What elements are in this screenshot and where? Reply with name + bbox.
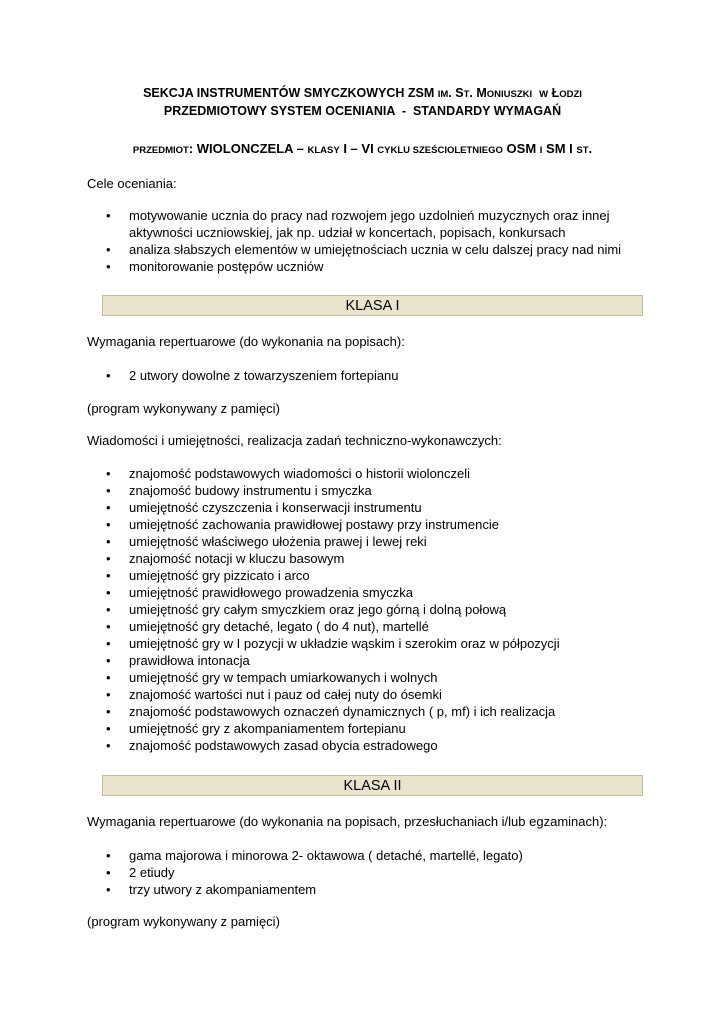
header-text: ONIUSZKI <box>486 89 533 100</box>
header-text: OSM <box>502 141 540 156</box>
header-text: SM I <box>542 141 577 156</box>
header-line-3 <box>0 141 725 156</box>
list-item: • umiejętność gry całym smyczkiem oraz jego górną i dolną połową <box>102 601 662 618</box>
header-text: PRZEDMIOT <box>132 145 189 156</box>
list-item: • znajomość wartości nut i pauz od całej nuty do ósemki <box>102 686 662 703</box>
cele-title: Cele oceniania: <box>87 176 177 191</box>
list-item: • umiejętność prawidłowego prowadzenia smyczka <box>102 584 662 601</box>
header-text: ST <box>576 145 589 156</box>
list-item: • umiejętność gry detaché, legato ( do 4 nut), martellé <box>102 618 662 635</box>
header-line-1 <box>0 86 725 100</box>
list-item: • znajomość notacji w kluczu basowym <box>102 550 662 567</box>
list-item: • umiejętność gry pizzicato i arco <box>102 567 662 584</box>
klasa-1-rep-label: Wymagania repertuarowe (do wykonania na popisach): <box>87 334 405 349</box>
list-item: • umiejętność czyszczenia i konserwacji instrumentu <box>102 499 662 516</box>
klasa-1-program-note: (program wykonywany z pamięci) <box>87 401 280 416</box>
header-text: W <box>539 89 549 100</box>
list-item: • umiejętność gry w tempach umiarkowanych i wolnych <box>102 669 662 686</box>
header-line-2: PRZEDMIOTOWY SYSTEM OCENIANIA - STANDARDY WYMAGAŃ <box>163 104 562 118</box>
klasa-2-rep-list <box>102 847 662 898</box>
klasa-1-skills-list <box>102 465 662 754</box>
klasa-1-skills-label: Wiadomości i umiejętności, realizacja zadań techniczno-wykonawczych: <box>87 433 502 448</box>
header-text: . S <box>448 86 464 100</box>
header-text: KLASY <box>307 145 340 156</box>
klasa-1-heading: KLASA I <box>102 295 643 316</box>
list-item: • 2 etiudy <box>102 864 662 881</box>
list-item: • umiejętność właściwego ułożenia prawej i lewej reki <box>102 533 662 550</box>
list-item: • prawidłowa intonacja <box>102 652 662 669</box>
list-item: • znajomość budowy instrumentu i smyczka <box>102 482 662 499</box>
klasa-2-program-note: (program wykonywany z pamięci) <box>87 914 280 929</box>
header-text: . <box>588 141 593 156</box>
header-text: SEKCJA INSTRUMENTÓW SMYCZKOWYCH ZSM <box>143 86 438 100</box>
klasa-2-rep-label: Wymagania repertuarowe (do wykonania na popisach, przesłuchaniach i/lub egzaminach): <box>87 814 608 829</box>
header-text: CYKLU SZEŚCIOLETNIEGO <box>377 145 503 156</box>
header-text: . M <box>469 86 487 100</box>
header-text: I – VI <box>339 141 378 156</box>
list-item: • analiza słabszych elementów w umiejętnościach ucznia w celu dalszej pracy nad nimi <box>102 241 662 258</box>
list-item: • 2 utwory dowolne z towarzyszeniem fortepianu <box>102 367 662 384</box>
header-text: I <box>539 145 543 156</box>
list-item: • umiejętność zachowania prawidłowej postawy przy instrumencie <box>102 516 662 533</box>
cele-list <box>102 207 662 275</box>
header-text: Ł <box>548 86 560 100</box>
list-item: • motywowanie ucznia do pracy nad rozwojem jego uzdolnień muzycznych oraz innej aktywności uczniowskiej, jak np. udział w koncertach, popisach, konkursach <box>102 207 662 241</box>
list-item: • monitorowanie postępów uczniów <box>102 258 662 275</box>
klasa-1-rep-list <box>102 367 662 384</box>
list-item: • znajomość podstawowych wiadomości o historii wiolonczeli <box>102 465 662 482</box>
list-item: • gama majorowa i minorowa 2- oktawowa ( detaché, martellé, legato) <box>102 847 662 864</box>
list-item: • znajomość podstawowych zasad obycia estradowego <box>102 737 662 754</box>
header-text: T <box>463 89 470 100</box>
list-item: • znajomość podstawowych oznaczeń dynamicznych ( p, mf) i ich realizacja <box>102 703 662 720</box>
header-text: : WIOLONCZELA – <box>188 141 308 156</box>
list-item: • umiejętność gry w I pozycji w układzie wąskim i szerokim oraz w półpozycji <box>102 635 662 652</box>
list-item: • trzy utwory z akompaniamentem <box>102 881 662 898</box>
list-item: • umiejętność gry z akompaniamentem fortepianu <box>102 720 662 737</box>
header-text: ODZI <box>559 89 582 100</box>
header-text: IM <box>437 89 449 100</box>
klasa-2-heading: KLASA II <box>102 775 643 796</box>
